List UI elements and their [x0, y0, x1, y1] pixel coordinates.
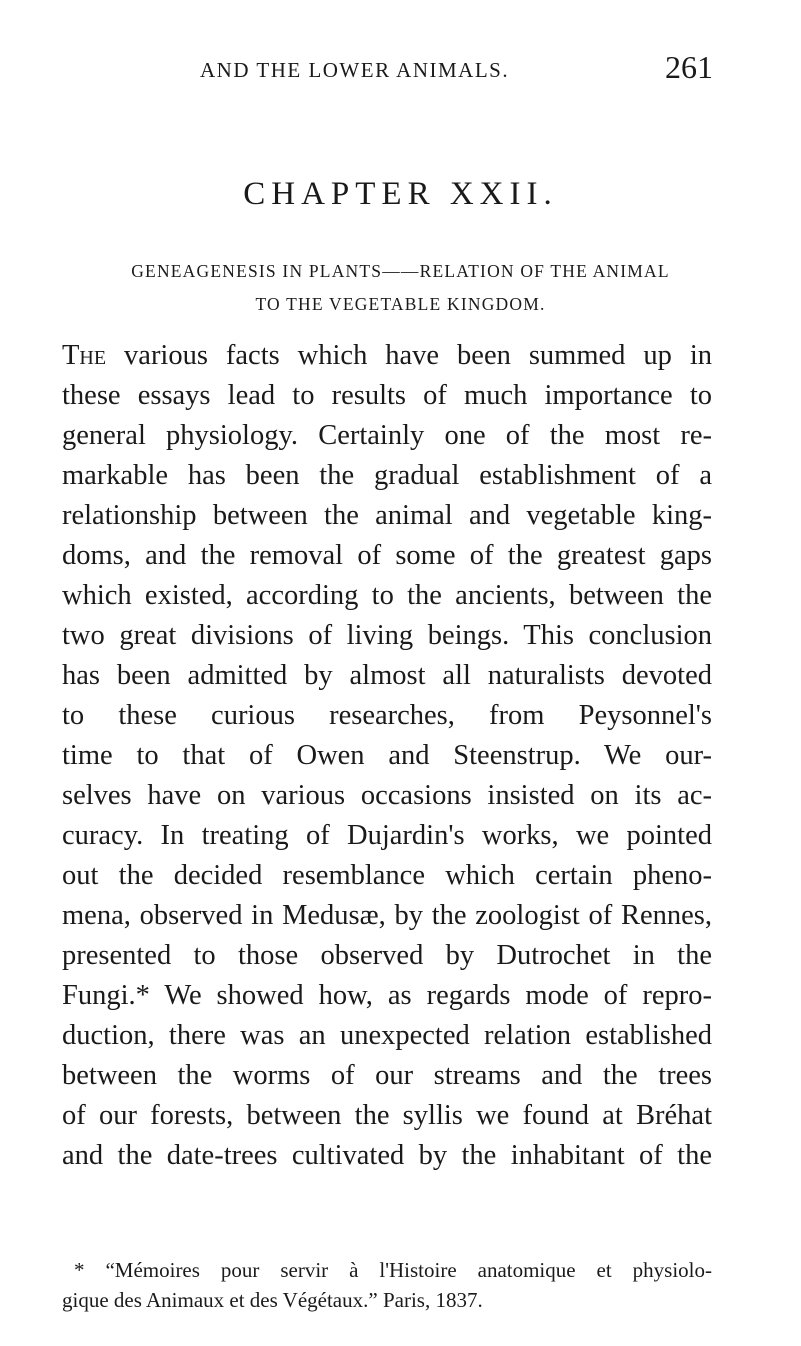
opening-word: The: [62, 340, 107, 371]
body-line-text: various facts which have been summed up in: [106, 340, 712, 371]
page-number: 261: [665, 49, 713, 85]
chapter-title: CHAPTER XXII.: [243, 176, 558, 212]
body-line: doms, and the removal of some of the greatest gaps: [62, 540, 712, 571]
body-paragraph: [62, 336, 712, 1176]
body-line: markable has been the gradual establishment of a: [62, 460, 712, 491]
footnote: [62, 1255, 712, 1315]
running-head: AND THE LOWER ANIMALS.: [200, 58, 510, 82]
body-line: out the decided resemblance which certain pheno-: [62, 860, 712, 891]
body-line: Fungi.* We showed how, as regards mode of repro-: [62, 980, 712, 1011]
body-line: presented to those observed by Dutrochet in the: [62, 940, 712, 971]
body-line: time to that of Owen and Steenstrup. We our-: [62, 740, 712, 771]
body-line: relationship between the animal and vegetable king-: [62, 500, 712, 531]
body-line: has been admitted by almost all naturalists devoted: [62, 660, 712, 691]
body-line: mena, observed in Medusæ, by the zoologist of Rennes,: [62, 900, 712, 931]
chapter-subtitle-line-2: TO THE VEGETABLE KINGDOM.: [255, 294, 546, 314]
body-line: curacy. In treating of Dujardin's works, we pointed: [62, 820, 712, 851]
body-line: these essays lead to results of much importance to: [62, 380, 712, 411]
body-line: which existed, according to the ancients, between the: [62, 580, 712, 611]
body-line: to these curious researches, from Peysonnel's: [62, 700, 712, 731]
body-line: and the date-trees cultivated by the inhabitant of the: [62, 1140, 712, 1171]
body-line: between the worms of our streams and the trees: [62, 1060, 712, 1091]
body-line: [62, 336, 712, 376]
body-line: general physiology. Certainly one of the most re-: [62, 420, 712, 451]
body-line: of our forests, between the syllis we found at Bréhat: [62, 1100, 712, 1131]
footnote-line-2: gique des Animaux et des Végétaux.” Paris, 1837.: [62, 1288, 483, 1312]
body-line: selves have on various occasions insisted on its ac-: [62, 780, 712, 811]
body-line: two great divisions of living beings. This conclusion: [62, 620, 712, 651]
chapter-subtitle-line-1: GENEAGENESIS IN PLANTS——RELATION OF THE ANIMAL: [131, 261, 670, 281]
body-line: duction, there was an unexpected relation established: [62, 1020, 712, 1051]
footnote-line-1: * “Mémoires pour servir à l'Histoire anatomique et physiolo-: [74, 1258, 712, 1282]
